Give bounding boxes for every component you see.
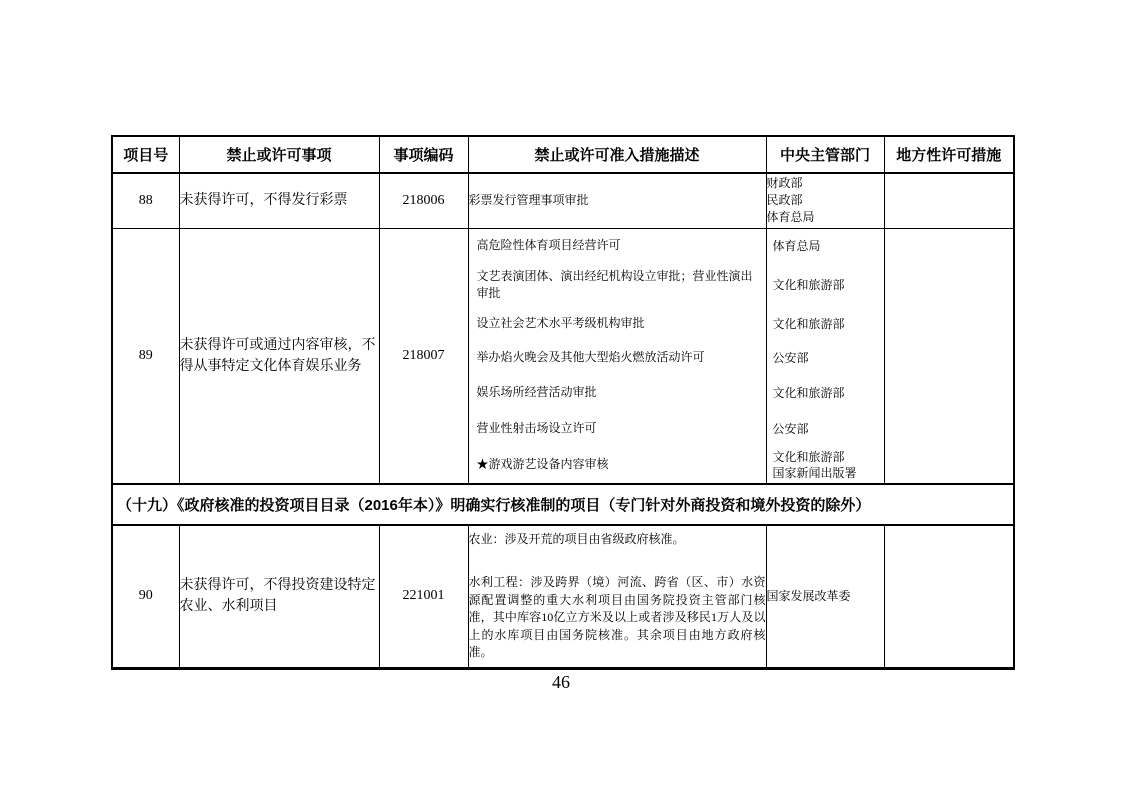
dept-line: 体育总局 [772, 238, 821, 253]
section-header-row [112, 484, 1014, 525]
item-code-cell: 218007 [379, 228, 468, 484]
local-measures-cell [884, 173, 1014, 228]
measure-row [469, 375, 884, 411]
section-header-text: （十九）《政府核准的投资项目目录（2016年本）》明确实行核准制的项目（专门针对外商投资和境外投资的除外） [112, 484, 1014, 525]
central-dept [766, 263, 884, 307]
central-dept [766, 341, 884, 375]
measure-row [469, 307, 884, 341]
central-dept-cell [766, 173, 884, 228]
measure-row [469, 411, 884, 447]
measure-desc: 娱乐场所经营活动审批 [476, 385, 597, 400]
admin-measures-table [111, 135, 1015, 670]
project-no-cell: 88 [112, 173, 179, 228]
item-code-cell: 218006 [379, 173, 468, 228]
dept-line: 文化和旅游部 [772, 316, 845, 331]
measure-desc-cell [468, 525, 766, 668]
col-header-measure-desc: 禁止或许可准入措施描述 [468, 136, 766, 173]
prohibited-item-cell: 未获得许可或通过内容审核，不得从事特定文化体育娱乐业务 [179, 228, 379, 484]
central-dept-cell [766, 525, 884, 668]
measures-list [469, 229, 884, 483]
central-dept [766, 307, 884, 341]
measure-row [469, 229, 884, 263]
col-header-local-measures: 地方性许可措施 [884, 136, 1014, 173]
col-header-item-code: 事项编码 [379, 136, 468, 173]
measure-row [469, 263, 884, 307]
dept-line: 文化和旅游部 [772, 385, 845, 400]
central-dept [766, 375, 884, 411]
central-dept [766, 447, 884, 483]
dept-line: 文化和旅游部 [772, 449, 845, 464]
project-no-cell: 89 [112, 228, 179, 484]
dept-line: 国家新闻出版署 [772, 465, 857, 480]
measure-desc: 营业性射击场设立许可 [476, 421, 597, 436]
measure-desc: 设立社会艺术水平考级机构审批 [476, 316, 645, 331]
central-dept [766, 229, 884, 263]
measure-desc-paragraph: 农业：涉及开荒的项目由省级政府核准。 [468, 531, 685, 546]
dept-line: 公安部 [772, 350, 809, 365]
project-no-cell: 90 [112, 525, 179, 668]
prohibited-item-cell: 未获得许可，不得发行彩票 [179, 173, 379, 228]
prohibited-item-cell: 未获得许可，不得投资建设特定农业、水利项目 [179, 525, 379, 668]
dept-line: 民政部 [766, 193, 803, 208]
measure-desc: 举办焰火晚会及其他大型焰火燃放活动许可 [476, 350, 705, 365]
measure-desc: ★游戏游艺设备内容审核 [476, 457, 609, 472]
measure-desc: 文艺表演团体、演出经纪机构设立审批；营业性演出审批 [476, 268, 753, 300]
measure-desc-cell: 彩票发行管理事项审批 [468, 173, 766, 228]
measures-and-depts-cell [468, 228, 884, 484]
dept-line: 国家发展改革委 [766, 588, 851, 603]
item-code-cell: 221001 [379, 525, 468, 668]
table-header-row [112, 136, 1014, 173]
measure-row [469, 341, 884, 375]
page-number: 46 [552, 672, 570, 692]
table-row-88 [112, 173, 1014, 228]
dept-line: 财政部 [766, 176, 803, 191]
measure-desc: 高危险性体育项目经营许可 [476, 238, 621, 253]
dept-line: 公安部 [772, 421, 809, 436]
dept-line: 体育总局 [766, 210, 815, 225]
col-header-project-no: 项目号 [112, 136, 179, 173]
col-header-central-dept: 中央主管部门 [766, 136, 884, 173]
central-dept [766, 411, 884, 447]
local-measures-cell [884, 228, 1014, 484]
measure-desc-paragraph: 水利工程：涉及跨界（境）河流、跨省（区、市）水资源配置调整的重大水利项目由国务院投资主管部门核准，其中库容10亿立方米及以上或者涉及移民1万人及以上的水库项目由国务院核准。其余项目由地方政府核准。 [468, 575, 766, 660]
table-row-89 [112, 228, 1014, 484]
measure-row [469, 447, 884, 483]
col-header-prohibited-item: 禁止或许可事项 [179, 136, 379, 173]
table-row-90 [112, 525, 1014, 668]
local-measures-cell [884, 525, 1014, 668]
dept-line: 文化和旅游部 [772, 277, 845, 292]
